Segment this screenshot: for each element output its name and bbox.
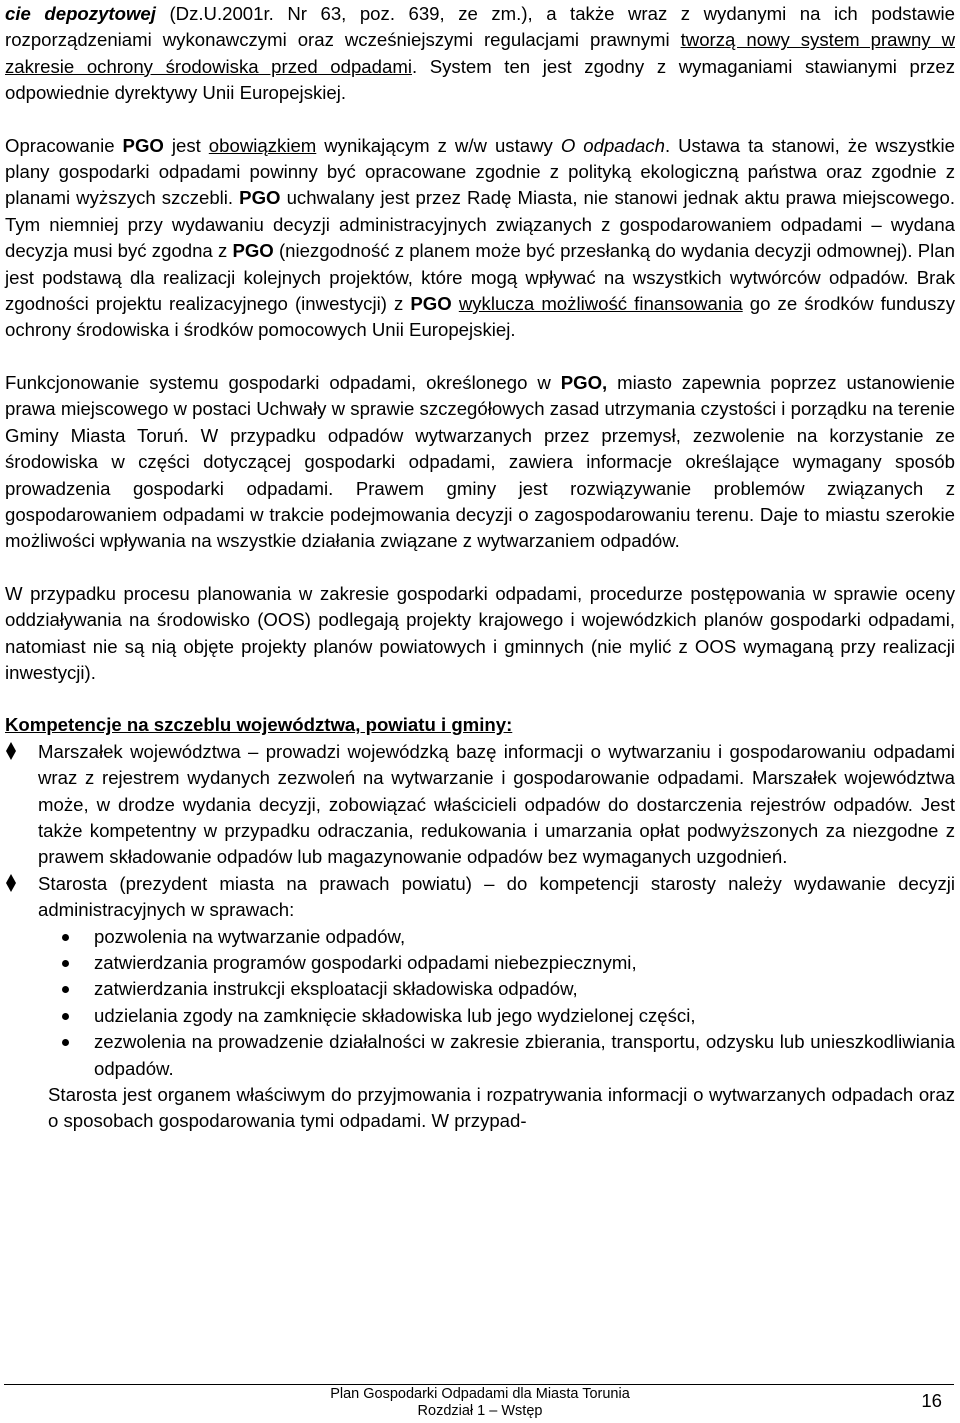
footer-chapter: Rozdział 1 – Wstęp bbox=[417, 1403, 543, 1419]
paragraph-gap bbox=[5, 344, 955, 370]
text-fragment: Funkcjonowanie systemu gospodarki odpadami, określonego w bbox=[5, 371, 561, 393]
text-fragment bbox=[452, 293, 459, 314]
text-fragment: (Dz.U.2001r. Nr 63, poz. 639, ze zm.), a także wraz z wydanymi na ich podstawie rozporządzeniami wykonawczymi oraz wcześniejszymi regulacjami prawnymi bbox=[5, 3, 955, 51]
text-fragment: wynikającym z w/w ustawy bbox=[316, 134, 561, 156]
list-item-text: udzielania zgody na zamknięcie składowiska lub jego wydzielonej części, bbox=[94, 1004, 696, 1026]
bold-text: PGO, bbox=[560, 371, 608, 393]
paragraph-system-functioning bbox=[5, 370, 955, 555]
list-item bbox=[38, 976, 955, 1002]
diamond-bullet-icon bbox=[5, 873, 19, 893]
list-item bbox=[38, 1003, 955, 1029]
paragraph-gap bbox=[5, 107, 955, 133]
page-number: 16 bbox=[921, 1390, 942, 1411]
italic-text: O odpadach bbox=[560, 134, 665, 156]
paragraph-gap bbox=[5, 686, 955, 712]
paragraph-gap bbox=[5, 555, 955, 581]
bold-text: PGO bbox=[232, 240, 274, 262]
page-footer bbox=[0, 1386, 960, 1420]
text-fragment: uchwalany jest przez Radę Miasta, nie stanowi jednak aktu prawa miejscowego. Tym niemniej przy wydawaniu decyzji administracyjnych związanych z gospodarowaniem odpadami – wydana decyzja musi być zgodna z bbox=[5, 187, 955, 262]
bullet-dot-icon bbox=[62, 1039, 69, 1046]
diamond-bullet-icon bbox=[5, 741, 19, 761]
list-item-text: zezwolenia na prowadzenie działalności w zakresie zbierania, transportu, odzysku lub unieszkodliwiania odpadów. bbox=[94, 1031, 955, 1079]
text-fragment: go ze środków funduszy ochrony środowiska i środków pomocowych Unii Europejskiej. bbox=[5, 293, 956, 341]
text-fragment: miasto zapewnia poprzez ustanowienie prawa miejscowego w postaci Uchwały w sprawie szczegółowych zasad utrzymania czystości i porządku na terenie Gminy Miasta Toruń. W przypadku odpadów wytwarzanych przez przemysł, zezwolenie na korzystanie ze środowiska w części dotyczącej gospodarki odpadami, zawiera informacje określające wymagany sposób prowadzenia gospodarki odpadami. Prawem gminy jest rozwiązywanie problemów związanych z gospodarowaniem odpadami w trakcie podejmowania decyzji o zagospodarowaniu terenu. Daje to miastu szerokie możliwości wpływania na wszystkie działania związane z wytwarzaniem odpadów. bbox=[5, 371, 955, 552]
bullet-dot-icon bbox=[62, 960, 69, 967]
list-item bbox=[38, 924, 955, 950]
section-heading: Kompetencje na szczeblu województwa, powiatu i gminy: bbox=[5, 714, 513, 736]
paragraph-starosta-information: Starosta jest organem właściwym do przyjmowania i rozpatrywania informacji o wytwarzanych odpadach oraz o sposobach gospodarowania tymi odpadami. W przypad- bbox=[48, 1084, 955, 1132]
underlined-text: tworzą nowy system prawny w zakresie ochrony środowiska przed odpadami bbox=[5, 29, 955, 77]
footer-divider bbox=[4, 1384, 954, 1385]
text-fragment: . System ten jest zgodny z wymaganiami stawianymi przez odpowiednie dyrektywy Unii Europejskiej. bbox=[5, 55, 955, 104]
document-page bbox=[5, 0, 955, 1135]
list-item-text: zatwierdzania instrukcji eksploatacji składowiska odpadów, bbox=[94, 978, 578, 1000]
underlined-text: obowiązkiem bbox=[208, 134, 317, 156]
starosta-competence-list bbox=[38, 924, 955, 1082]
list-item bbox=[38, 950, 955, 976]
bold-text: PGO bbox=[239, 187, 281, 209]
list-item-text: Marszałek województwa – prowadzi wojewódzką bazę informacji o wytwarzaniu i gospodarowaniu odpadami wraz z rejestrem wydanych zezwoleń na wytwarzanie i gospodarowanie odpadami. Marszałek województwa może, w drodze wydania decyzji, zobowiązać właścicieli odpadów do dostarczenia rejestrów odpadów. Jest także kompetentny w przypadku odraczania, redukowania i umarzania opłat podwyższonych za niezgodne z prawem składowanie odpadów lub magazynowanie odpadów bez wymaganych uzgodnień. bbox=[38, 740, 955, 868]
bold-text: PGO bbox=[410, 293, 452, 315]
bullet-dot-icon bbox=[62, 986, 69, 993]
footer-document-title: Plan Gospodarki Odpadami dla Miasta Torunia bbox=[330, 1386, 630, 1402]
text-fragment: Opracowanie bbox=[5, 134, 123, 156]
text-fragment: cie depozytowej bbox=[5, 3, 156, 24]
text-fragment: jest bbox=[163, 134, 209, 156]
list-item-text: zatwierdzania programów gospodarki odpadami niebezpiecznymi, bbox=[94, 952, 637, 973]
bullet-dot-icon bbox=[62, 1013, 69, 1020]
paragraph-legal-system bbox=[5, 1, 955, 107]
list-item-starosta bbox=[5, 871, 955, 924]
list-item-text: Starosta (prezydent miasta na prawach powiatu) – do kompetencji starosty należy wydawanie decyzji administracyjnych w sprawach: bbox=[38, 872, 955, 921]
underlined-text: wyklucza możliwość finansowania bbox=[458, 293, 743, 315]
bullet-dot-icon bbox=[62, 934, 69, 941]
list-item bbox=[38, 1029, 955, 1082]
text-fragment: (niezgodność z planem może być przesłanką do wydania decyzji odmownej). Plan jest podstawą dla realizacji kolejnych projektów, które mogą wpływać na wszystkich wytwórców odpadów. Brak zgodności projektu realizacyjnego (inwestycji) z bbox=[5, 240, 955, 315]
list-item-text: pozwolenia na wytwarzanie odpadów, bbox=[94, 925, 406, 947]
paragraph-oos-procedure: W przypadku procesu planowania w zakresie gospodarki odpadami, procedurze postępowania w sprawie oceny oddziaływania na środowisko (OOS) podlegają projekty krajowego i wojewódzkich planów gospodarki odpadami, natomiast nie są nią objęte projekty planów powiatowych i gminnych (nie mylić z OOS wymaganą przy realizacji inwestycji). bbox=[5, 582, 955, 683]
list-item-marszalek bbox=[5, 739, 955, 871]
bold-text: PGO bbox=[122, 134, 164, 156]
paragraph-pgo-obligation bbox=[5, 133, 955, 344]
text-fragment: . Ustawa ta stanowi, że wszystkie plany gospodarki odpadami powinny być opracowane zgodnie z polityką ekologiczną państwa oraz zgodnie z planami wyższych szczebli. bbox=[5, 134, 955, 209]
